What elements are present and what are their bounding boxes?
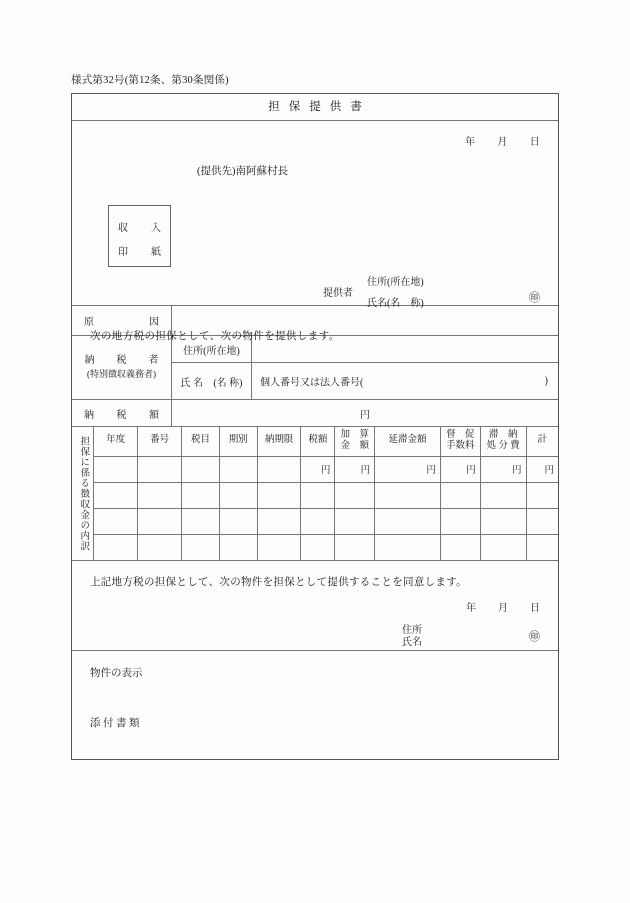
- breakdown-cell-number[interactable]: [138, 534, 182, 560]
- revenue-stamp-line1: [118, 219, 161, 234]
- date-day-label: 日: [529, 137, 540, 148]
- table-row: [94, 534, 558, 560]
- table-row: [94, 508, 558, 534]
- breakdown-cell-delinquent[interactable]: [375, 534, 441, 560]
- breakdown-col-demand_fee: 督 促 手数料: [440, 427, 480, 456]
- submission-date-line: [465, 133, 540, 148]
- breakdown-col-delinquent: 延滞金額: [375, 427, 441, 456]
- breakdown-cell-year[interactable]: [94, 482, 138, 508]
- breakdown-side-label-text: 担保に係る徴収金の内訳: [78, 435, 89, 552]
- cause-value-field[interactable]: [172, 306, 558, 335]
- consent-date-year-label: 年: [466, 603, 476, 614]
- breakdown-cell-due_date[interactable]: [257, 534, 301, 560]
- date-year-label: 年: [465, 137, 476, 148]
- breakdown-cell-tax_item[interactable]: [182, 534, 220, 560]
- attachment-label: 添付書類: [90, 718, 142, 729]
- tax-amount-label-char-1: 納: [84, 409, 94, 421]
- mynumber-label: 個人番号又は法人番号(: [260, 377, 364, 389]
- revenue-stamp-line2: [118, 243, 161, 258]
- tax-amount-unit: 円: [360, 409, 370, 421]
- provider-address-label: 住所(所在地): [367, 277, 424, 288]
- breakdown-table: [94, 427, 558, 560]
- consent-statement: 上記地方税の担保として、次の物件を担保として提供することを同意します。: [90, 577, 467, 588]
- breakdown-col-term: 期別: [219, 427, 257, 456]
- breakdown-cell-number[interactable]: [138, 456, 182, 482]
- breakdown-col-total: 計: [526, 427, 558, 456]
- taxpayer-address-field[interactable]: [252, 336, 558, 362]
- taxpayer-fields: [172, 336, 558, 399]
- breakdown-cell-disposal_cost[interactable]: 円: [480, 456, 526, 482]
- breakdown-cell-disposal_cost[interactable]: [480, 534, 526, 560]
- tax-amount-label: [72, 400, 172, 426]
- breakdown-side-label: [72, 427, 94, 560]
- provider-label: 提供者: [323, 288, 353, 299]
- breakdown-cell-delinquent[interactable]: [375, 482, 441, 508]
- consent-address-label: 住所: [402, 625, 422, 636]
- mynumber-close-paren: ): [544, 375, 548, 387]
- table-row: [94, 482, 558, 508]
- taxpayer-name-label: [172, 363, 252, 399]
- taxpayer-label: [72, 336, 172, 399]
- revenue-stamp-char-2: 入: [151, 223, 161, 234]
- consent-band: [72, 561, 558, 651]
- addressee-line: (提供先)南阿蘇村長: [197, 166, 288, 177]
- cause-label-char-2: 因: [149, 317, 159, 328]
- tax-amount-label-char-3: 額: [149, 409, 159, 421]
- breakdown-cell-number[interactable]: [138, 508, 182, 534]
- tax-amount-row: [72, 400, 558, 427]
- header-band: [72, 121, 558, 342]
- intro-statement: 次の地方税の担保として、次の物件を提供します。: [90, 331, 340, 342]
- breakdown-header-row: [94, 427, 558, 456]
- cause-label: [72, 306, 172, 335]
- breakdown-cell-term[interactable]: [219, 482, 257, 508]
- breakdown-cell-additional[interactable]: [335, 534, 375, 560]
- breakdown-col-due_date: 納期限: [257, 427, 301, 456]
- revenue-stamp-box: [108, 205, 171, 267]
- breakdown-block: [72, 427, 558, 561]
- form-number: 様式第32号(第12条、第30条関係): [71, 75, 229, 86]
- breakdown-cell-total[interactable]: 円: [526, 456, 558, 482]
- breakdown-cell-year[interactable]: [94, 508, 138, 534]
- revenue-stamp-char-4: 紙: [151, 247, 161, 258]
- taxpayer-address-label: 住所(所在地): [172, 336, 252, 362]
- breakdown-cell-due_date[interactable]: [257, 482, 301, 508]
- breakdown-col-number: 番号: [138, 427, 182, 456]
- tax-amount-label-char-2: 税: [116, 409, 127, 421]
- breakdown-col-year: 年度: [94, 427, 138, 456]
- breakdown-cell-tax_amount[interactable]: 円: [301, 456, 335, 482]
- breakdown-cell-term[interactable]: [219, 534, 257, 560]
- breakdown-cell-year[interactable]: [94, 534, 138, 560]
- breakdown-cell-tax_item[interactable]: [182, 508, 220, 534]
- breakdown-cell-tax_amount[interactable]: [301, 508, 335, 534]
- property-description-label: 物件の表示: [90, 668, 143, 679]
- breakdown-cell-disposal_cost[interactable]: [480, 482, 526, 508]
- breakdown-cell-term[interactable]: [219, 508, 257, 534]
- breakdown-col-disposal_cost: 滞 納 処 分 費: [480, 427, 526, 456]
- taxpayer-block: [72, 336, 558, 400]
- revenue-stamp-char-1: 収: [118, 223, 128, 234]
- breakdown-col-tax_amount: 税額: [301, 427, 335, 456]
- breakdown-col-tax_item: 税目: [182, 427, 220, 456]
- title-band: [72, 94, 558, 121]
- taxpayer-name-label-part2: (名 称): [213, 377, 243, 389]
- consent-date-line: [466, 599, 540, 614]
- provider-name-label: 氏名(名 称): [367, 298, 424, 309]
- breakdown-cell-due_date[interactable]: [257, 456, 301, 482]
- consent-date-month-label: 月: [498, 603, 508, 614]
- date-month-label: 月: [497, 137, 508, 148]
- breakdown-cell-additional[interactable]: [335, 482, 375, 508]
- breakdown-cell-tax_amount[interactable]: [301, 482, 335, 508]
- seal-icon-provider: ㊞: [529, 292, 540, 304]
- consent-date-day-label: 日: [530, 603, 540, 614]
- cause-label-char-1: 原: [84, 317, 94, 328]
- form-frame: [71, 93, 559, 760]
- breakdown-cell-total[interactable]: [526, 508, 558, 534]
- breakdown-cell-year[interactable]: [94, 456, 138, 482]
- revenue-stamp-char-3: 印: [118, 247, 128, 258]
- seal-icon-consent: ㊞: [529, 631, 540, 643]
- breakdown-cell-demand_fee[interactable]: 円: [440, 456, 480, 482]
- breakdown-cell-total[interactable]: [526, 482, 558, 508]
- breakdown-cell-number[interactable]: [138, 482, 182, 508]
- taxpayer-name-row: [172, 363, 558, 399]
- bottom-band: [72, 651, 558, 759]
- breakdown-cell-tax_item[interactable]: [182, 456, 220, 482]
- cause-row: [72, 306, 558, 336]
- breakdown-cell-additional[interactable]: 円: [335, 456, 375, 482]
- taxpayer-mynumber-field[interactable]: [252, 363, 558, 399]
- breakdown-cell-due_date[interactable]: [257, 508, 301, 534]
- taxpayer-label-char-2: 税: [116, 354, 127, 366]
- consent-name-label: 氏名: [402, 637, 422, 648]
- breakdown-col-additional: 加 算 金 額: [335, 427, 375, 456]
- tax-amount-value-field[interactable]: [172, 400, 558, 426]
- breakdown-cell-tax_amount[interactable]: [301, 534, 335, 560]
- breakdown-cell-total[interactable]: [526, 534, 558, 560]
- taxpayer-sublabel: (特別徴収義務者): [87, 369, 156, 380]
- breakdown-cell-tax_item[interactable]: [182, 482, 220, 508]
- table-row: [94, 456, 558, 482]
- breakdown-cell-disposal_cost[interactable]: [480, 508, 526, 534]
- breakdown-cell-term[interactable]: [219, 456, 257, 482]
- breakdown-body: [94, 456, 558, 560]
- breakdown-cell-demand_fee[interactable]: [440, 534, 480, 560]
- breakdown-cell-delinquent[interactable]: 円: [375, 456, 441, 482]
- taxpayer-name-label-part1: 氏 名: [180, 377, 203, 389]
- breakdown-cell-demand_fee[interactable]: [440, 482, 480, 508]
- taxpayer-label-char-3: 者: [148, 354, 159, 366]
- breakdown-cell-additional[interactable]: [335, 508, 375, 534]
- breakdown-cell-delinquent[interactable]: [375, 508, 441, 534]
- page-title: 担保提供書: [268, 101, 371, 113]
- taxpayer-label-char-1: 納: [84, 354, 95, 366]
- breakdown-cell-demand_fee[interactable]: [440, 508, 480, 534]
